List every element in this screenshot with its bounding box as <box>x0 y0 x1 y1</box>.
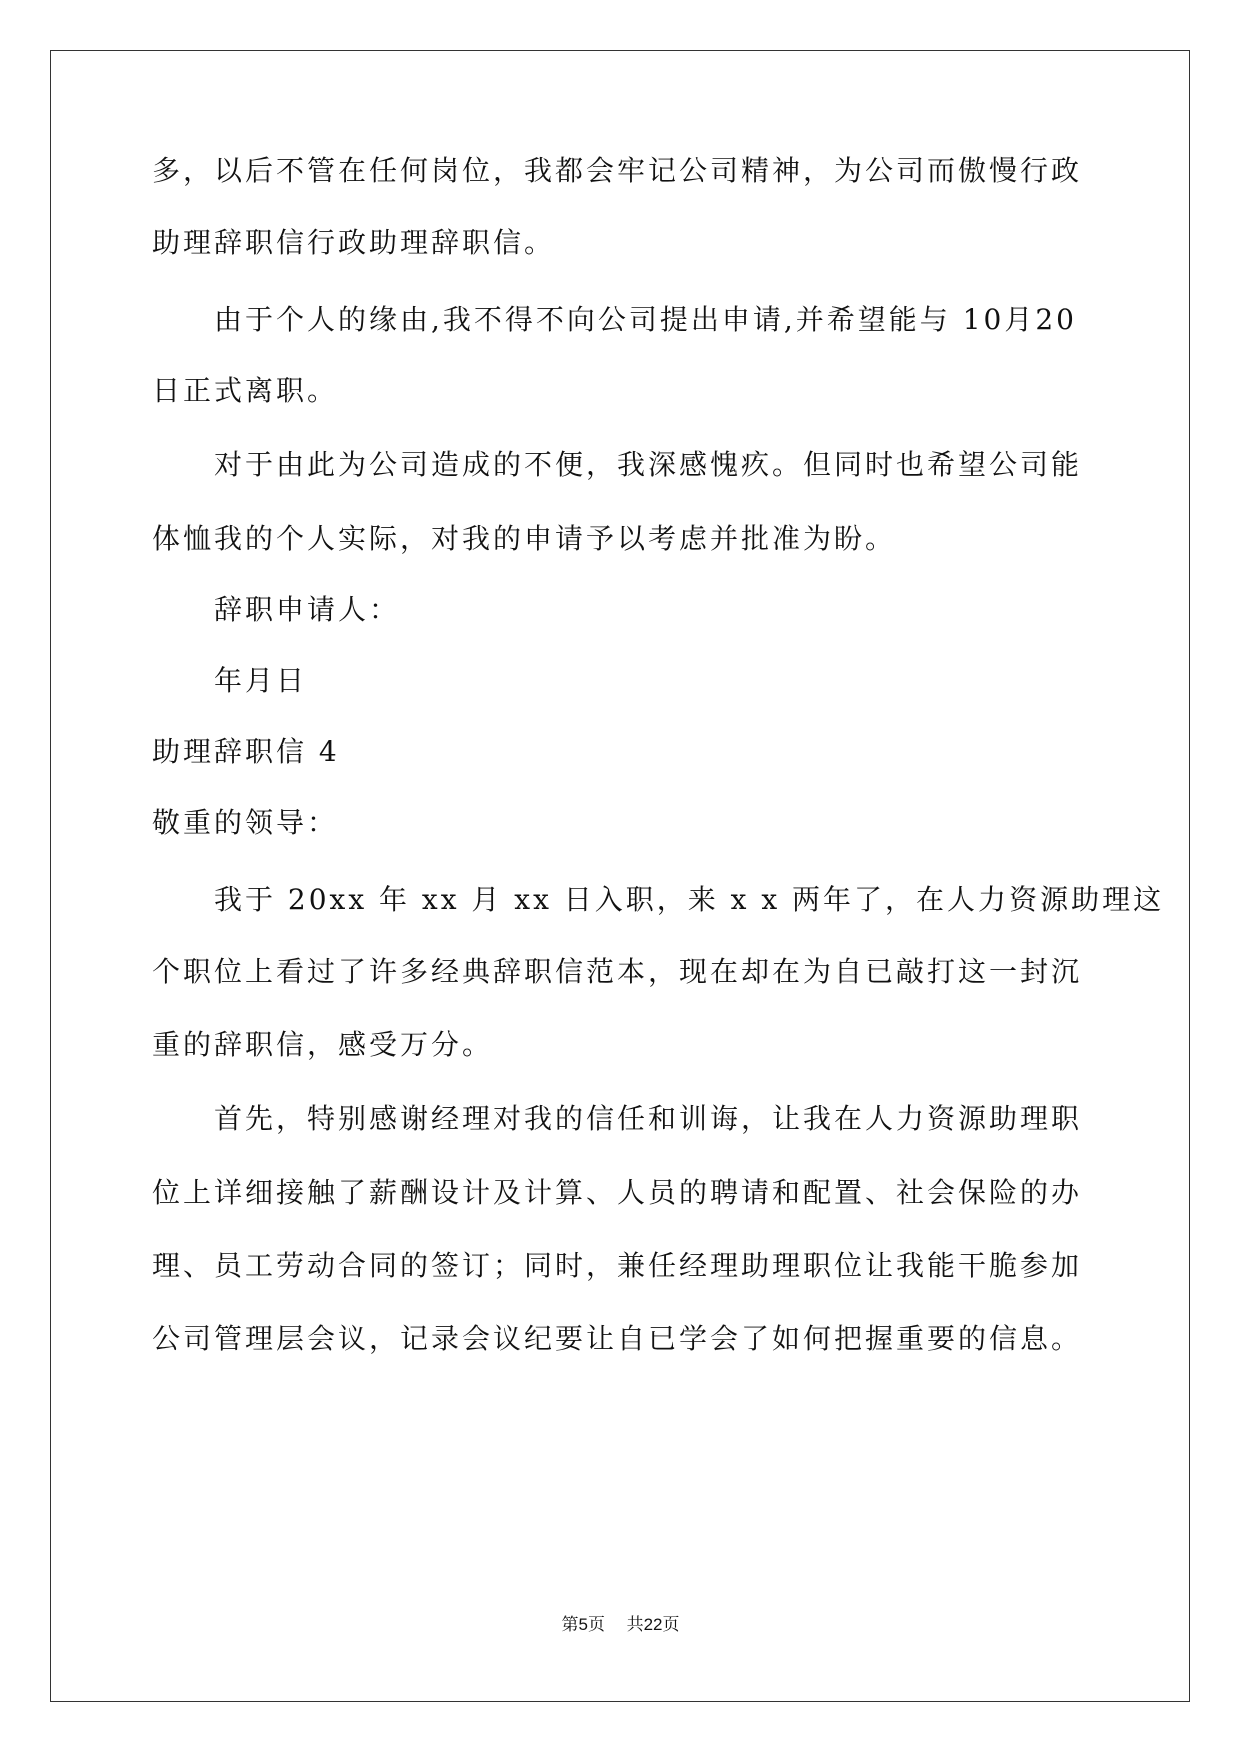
text-line: 公司管理层会议，记录会议纪要让自已学会了如何把握重要的信息。 <box>152 1322 1083 1355</box>
text-line: 辞职申请人： <box>214 593 401 626</box>
footer-prefix: 第 <box>561 1615 579 1635</box>
text-line: 多，以后不管在任何岗位，我都会牢记公司精神，为公司而傲慢行政 <box>152 154 1083 187</box>
footer-total-pages: 22 <box>643 1615 663 1634</box>
text-line: 个职位上看过了许多经典辞职信范本，现在却在为自已敲打这一封沉 <box>152 955 1083 988</box>
text-line: 助理辞职信行政助理辞职信。 <box>152 226 556 259</box>
salutation: 敬重的领导： <box>152 806 339 839</box>
text-line: 首先，特别感谢经理对我的信任和训诲，让我在人力资源助理职 <box>214 1102 1083 1135</box>
section-heading: 助理辞职信 4 <box>152 735 340 768</box>
text-line: 重的辞职信，感受万分。 <box>152 1028 494 1061</box>
footer-page-number: 5 <box>578 1615 588 1634</box>
text-line: 位上详细接触了薪酬设计及计算、人员的聘请和配置、社会保险的办 <box>152 1176 1083 1209</box>
text-line: 我于 20xx 年 xx 月 xx 日入职，来 x x 两年了，在人力资源助理这 <box>214 883 1165 916</box>
text-line: 体恤我的个人实际，对我的申请予以考虑并批准为盼。 <box>152 522 897 555</box>
text-line: 理、员工劳动合同的签订；同时，兼任经理助理职位让我能干脆参加 <box>152 1249 1083 1282</box>
footer-total-suffix: 页 <box>662 1615 680 1635</box>
text-line: 由于个人的缘由,我不得不向公司提出申请,并希望能与 10月20 <box>214 303 1077 336</box>
text-line: 对于由此为公司造成的不便，我深感愧疚。但同时也希望公司能 <box>214 448 1083 481</box>
text-line: 年月日 <box>214 664 308 697</box>
page-footer <box>0 1614 1241 1636</box>
text-line: 日正式离职。 <box>152 374 339 407</box>
footer-page-suffix: 页 <box>587 1615 605 1635</box>
page-border <box>50 50 1190 1702</box>
footer-total-prefix: 共 <box>626 1615 644 1635</box>
